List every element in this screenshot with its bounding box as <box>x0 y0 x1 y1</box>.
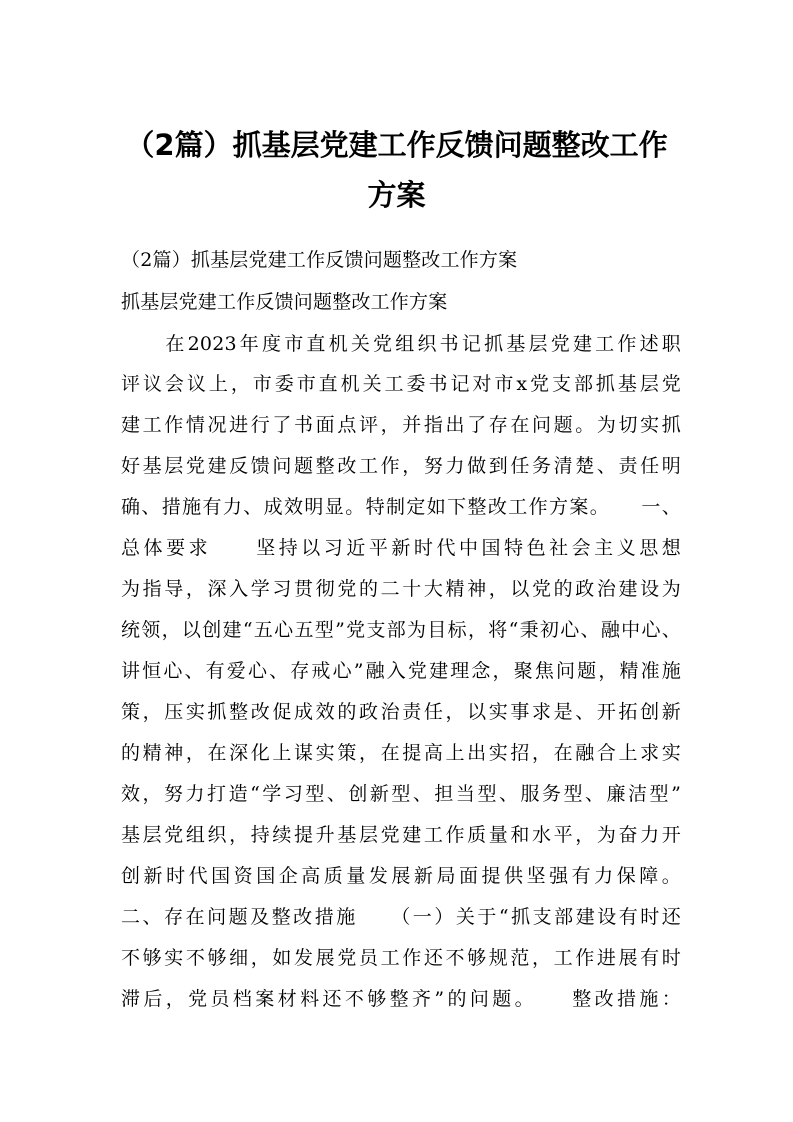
body-line: 在2023年度市直机关党组织书记抓基层党建工作述职 <box>121 333 681 355</box>
section-heading-line: 抓基层党建工作反馈问题整改工作方案 <box>121 291 448 313</box>
body-line: 效，努力打造“学习型、创新型、担当型、服务型、廉洁型” <box>121 783 681 805</box>
body-line: 好基层党建反馈问题整改工作，努力做到任务清楚、责任明 <box>121 455 681 477</box>
document-title-line-2: 方案 <box>367 178 426 212</box>
body-line: 不够实不够细，如发展党员工作还不够规范，工作进展有时 <box>121 947 681 969</box>
body-line: 总体要求 坚持以习近平新时代中国特色社会主义思想 <box>121 537 681 559</box>
body-line: 二、存在问题及整改措施 （一）关于“抓支部建设有时还 <box>121 906 681 928</box>
body-line: 的精神，在深化上谋实策，在提高上出实招，在融合上求实 <box>121 742 681 764</box>
body-line: 创新时代国资国企高质量发展新局面提供坚强有力保障。 <box>121 865 681 887</box>
body-line: 为指导，深入学习贯彻党的二十大精神，以党的政治建设为 <box>121 578 681 600</box>
body-line: 策，压实抓整改促成效的政治责任，以实事求是、开拓创新 <box>121 701 681 723</box>
body-line: 评议会议上，市委市直机关工委书记对市x党支部抓基层党 <box>121 373 681 395</box>
document-title-line-1: （2篇）抓基层党建工作反馈问题整改工作 <box>125 128 668 162</box>
body-line: 滞后，党员档案材料还不够整齐”的问题。 整改措施： <box>121 988 681 1010</box>
body-line: 统领，以创建“五心五型”党支部为目标，将“秉初心、融中心、 <box>121 619 681 641</box>
body-line: 讲恒心、有爱心、存戒心”融入党建理念，聚焦问题，精准施 <box>121 660 681 682</box>
subtitle-line: （2篇）抓基层党建工作反馈问题整改工作方案 <box>121 249 518 271</box>
body-line: 基层党组织，持续提升基层党建工作质量和水平，为奋力开 <box>121 824 681 846</box>
body-line: 确、措施有力、成效明显。特制定如下整改工作方案。 一、 <box>121 496 681 518</box>
body-line: 建工作情况进行了书面点评，并指出了存在问题。为切实抓 <box>121 414 681 436</box>
